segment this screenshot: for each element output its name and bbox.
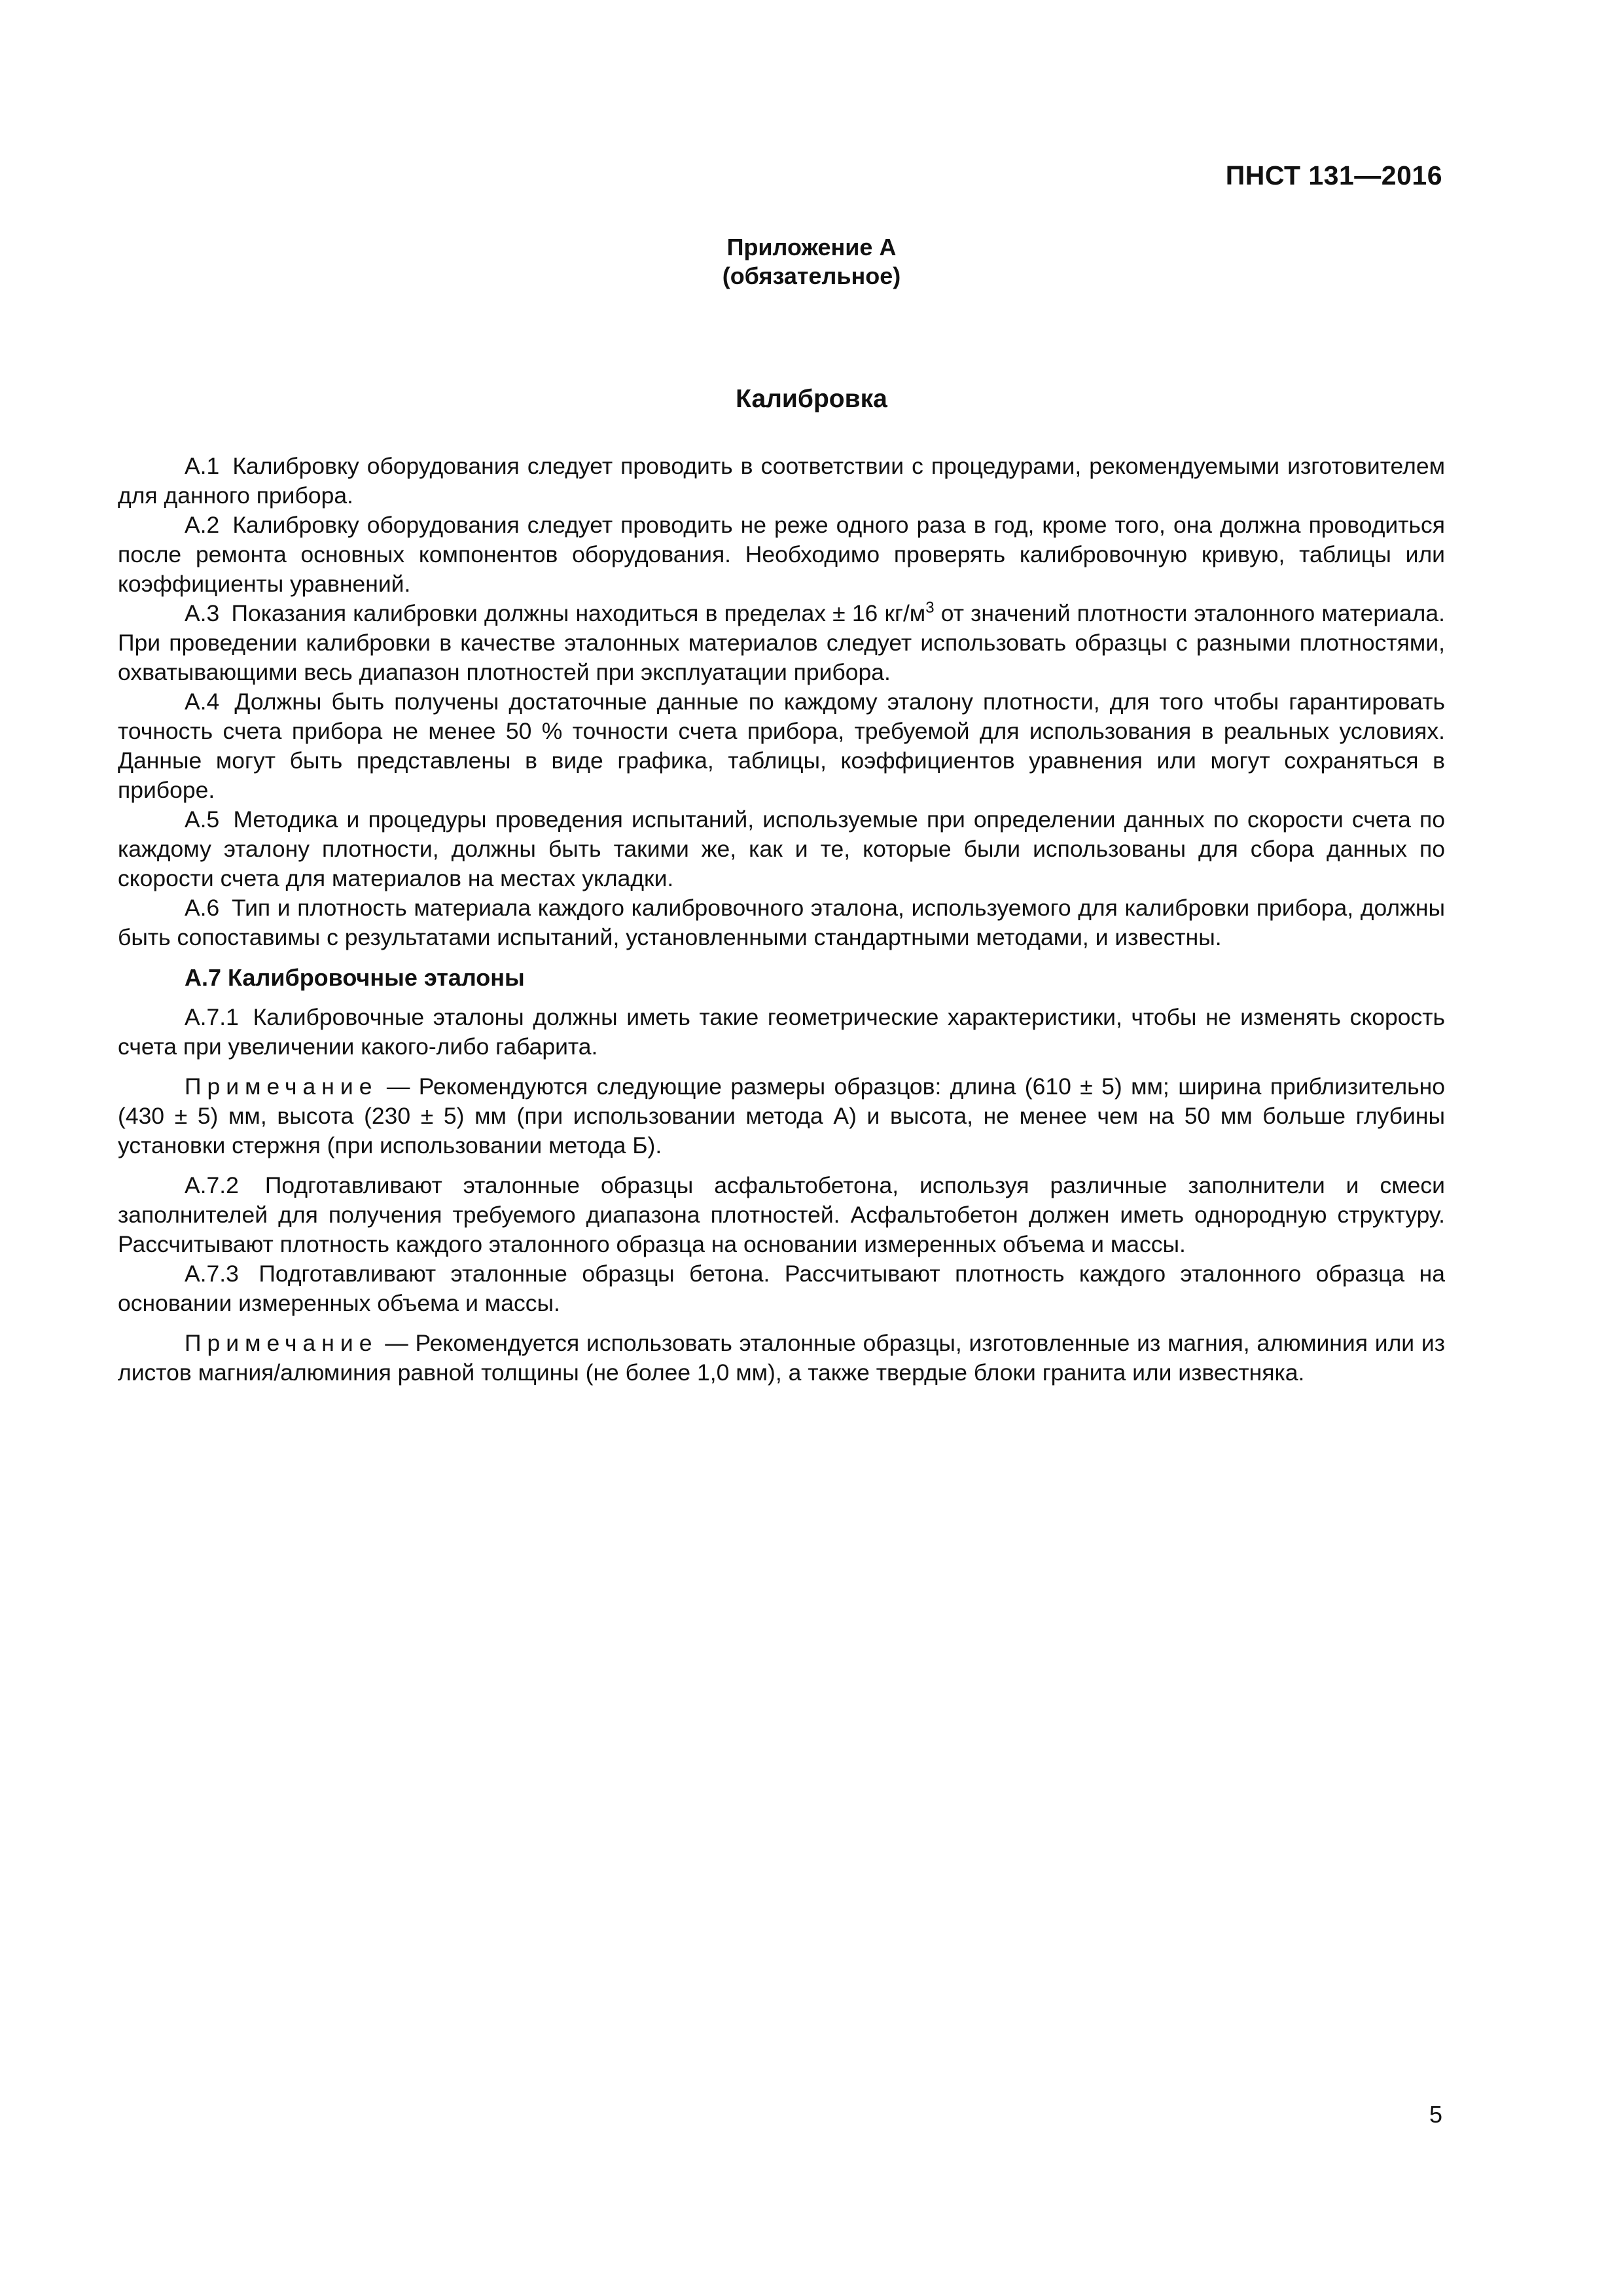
paragraph-a5 xyxy=(118,805,1445,893)
annex-status: (обязательное) xyxy=(722,262,901,289)
superscript: 3 xyxy=(925,599,935,617)
paragraph-text: Калибровку оборудования следует проводить в соответствии с процедурами, рекомендуемыми изготовителем для данного прибора. xyxy=(118,453,1445,509)
document-code: ПНСТ 131—2016 xyxy=(1225,160,1442,190)
paragraph-a6 xyxy=(118,893,1445,952)
paragraph-number: А.6 xyxy=(185,895,220,921)
page-number: 5 xyxy=(1429,2101,1442,2128)
paragraph-a2 xyxy=(118,511,1445,599)
paragraph-a7-2 xyxy=(118,1171,1445,1259)
annex-title: Приложение А xyxy=(726,234,897,260)
paragraph-a4 xyxy=(118,687,1445,805)
note-1 xyxy=(118,1072,1445,1160)
paragraph-a3 xyxy=(118,599,1445,687)
section-title: Калибровка xyxy=(736,385,887,413)
paragraph-text: Должны быть получены достаточные данные по каждому эталону плотности, для того чтобы гарантировать точность счета прибора не менее 50 % точности счета прибора, требуемой для использования в реальных условиях. Данные могут быть представлены в виде графика, таблицы, коэффициентов уравнения или могут сохраняться в приборе. xyxy=(118,689,1445,803)
paragraph-text: Тип и плотность материала каждого калибровочного эталона, используемого для калибровки прибора, должны быть сопоставимы с результатами испытаний, установленными стандартными методами, и известны. xyxy=(118,895,1445,950)
note-2 xyxy=(118,1329,1445,1388)
note-text: — Рекомендуются следующие размеры образцов: длина (610 ± 5) мм; ширина приблизительно (430 ± 5) мм, высота (230 ± 5) мм (при использовании метода А) и высота, не менее чем на 50 мм больше глубины установки стержня (при использовании метода Б). xyxy=(118,1073,1445,1158)
paragraph-number: А.7.3 xyxy=(185,1261,239,1287)
paragraph-number: А.1 xyxy=(185,453,220,479)
paragraph-number: А.7.1 xyxy=(185,1004,239,1030)
paragraph-text: Подготавливают эталонные образцы асфальтобетона, используя различные заполнители и смеси заполнителей для получения требуемого диапазона плотностей. Асфальтобетон должен иметь однородную структуру. Рассчитывают плотность каждого эталонного образца на основании измеренных объема и массы. xyxy=(118,1172,1445,1257)
paragraph-number: А.2 xyxy=(185,512,220,538)
annex-heading xyxy=(0,233,1623,291)
paragraph-text-end: от значений плотности эталонного материала. При проведении калибровки в качестве эталонных материалов следует использовать образцы с разными плотностями, охватывающими весь диапазон плотностей при эксплуатации прибора. xyxy=(118,600,1445,685)
document-body xyxy=(118,452,1445,1388)
paragraph-text: Калибровочные эталоны должны иметь такие геометрические характеристики, чтобы не изменять скорость счета при увеличении какого-либо габарита. xyxy=(118,1004,1445,1060)
paragraph-a1 xyxy=(118,452,1445,511)
paragraph-a7-1 xyxy=(118,1003,1445,1062)
paragraph-text-start: Показания калибровки должны находиться в пределах ± 16 кг/м xyxy=(231,600,926,626)
paragraph-a7-3 xyxy=(118,1259,1445,1318)
paragraph-text: Методика и процедуры проведения испытаний, используемые при определении данных по скорости счета по каждому эталону плотности, должны быть такими же, как и те, которые были использованы для сбора данных по скорости счета для материалов на местах укладки. xyxy=(118,806,1445,891)
subsection-title: А.7 Калибровочные эталоны xyxy=(185,964,525,991)
note-label: Примечание xyxy=(185,1073,378,1100)
paragraph-number: А.3 xyxy=(185,600,220,626)
paragraph-number: А.7.2 xyxy=(185,1172,239,1198)
paragraph-text: Калибровку оборудования следует проводить не реже одного раза в год, кроме того, она должна проводиться после ремонта основных компонентов оборудования. Необходимо проверять калибровочную кривую, таблицы или коэффициенты уравнений. xyxy=(118,512,1445,597)
note-label: Примечание xyxy=(185,1330,378,1356)
paragraph-text: Подготавливают эталонные образцы бетона. Рассчитывают плотность каждого эталонного образца на основании измеренных объема и массы. xyxy=(118,1261,1445,1316)
note-text: — Рекомендуется использовать эталонные образцы, изготовленные из магния, алюминия или из листов магния/алюминия равной толщины (не более 1,0 мм), а также твердые блоки гранита или известняка. xyxy=(118,1330,1445,1386)
paragraph-number: А.5 xyxy=(185,806,220,833)
paragraph-number: А.4 xyxy=(185,689,220,715)
